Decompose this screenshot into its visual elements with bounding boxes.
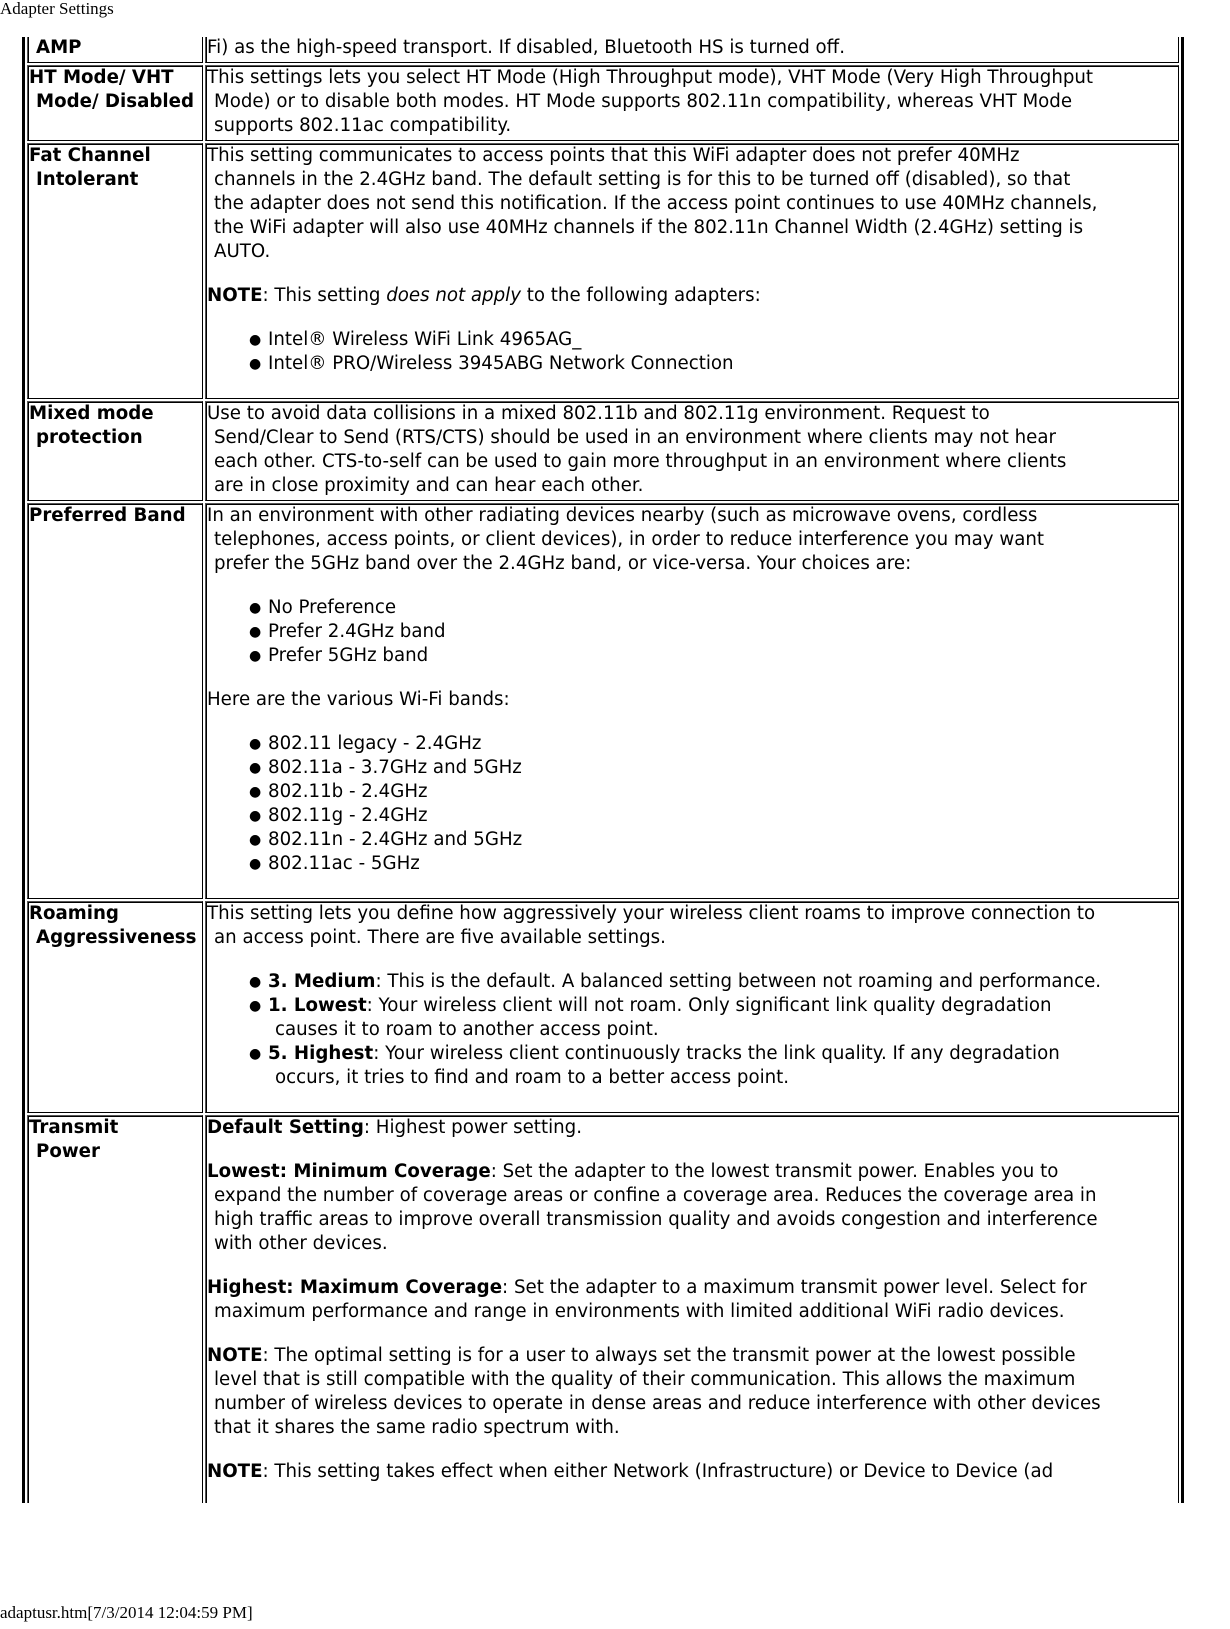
bullet-icon: ●: [249, 736, 262, 752]
description-text: : Set the adapter to the lowest transmit power. Enables you to: [490, 1161, 1059, 1182]
list-item: [249, 596, 1177, 620]
bullet-icon: ●: [249, 808, 262, 824]
list-item-text: 802.11b - 2.4GHz: [268, 781, 428, 802]
setting-name-line: Roaming: [29, 903, 119, 924]
list-item: [249, 352, 1177, 376]
setting-name-cell: [27, 901, 203, 1113]
option-text: : Your wireless client continuously tracks the link quality. If any degradation: [373, 1043, 1060, 1064]
note-label: NOTE: [207, 1345, 263, 1366]
description-line: [207, 1344, 1177, 1368]
description-line: an access point. There are five available settings.: [214, 927, 666, 948]
note-label: NOTE: [207, 1461, 263, 1482]
option-name: 1. Lowest: [268, 995, 367, 1016]
table-row-amp: [27, 37, 1179, 63]
note-emphasis: does not apply: [386, 285, 521, 306]
description-line: maximum performance and range in environments with limited additional WiFi radio devices.: [214, 1301, 1065, 1322]
setting-name-line: Mixed mode: [29, 403, 154, 424]
description-line: prefer the 5GHz band over the 2.4GHz band, or vice-versa. Your choices are:: [214, 553, 912, 574]
setting-name-line: Aggressiveness: [36, 927, 197, 948]
note-text: : This setting: [262, 285, 387, 306]
highest-coverage-label: Highest: Maximum Coverage: [207, 1277, 503, 1298]
default-setting-label: Default Setting: [207, 1117, 364, 1138]
list-item-text: No Preference: [268, 597, 397, 618]
list-item-text: Intel® Wireless WiFi Link 4965AG_: [268, 329, 582, 350]
page-footer: adaptusr.htm[7/3/2014 12:04:59 PM]: [0, 1603, 253, 1622]
list-item-text: Prefer 5GHz band: [268, 645, 429, 666]
setting-name-cell: [27, 65, 203, 141]
description-line: AUTO.: [214, 241, 271, 262]
note-text: to the following adapters:: [520, 285, 761, 306]
description-paragraph: [207, 504, 1177, 576]
list-item: [249, 1042, 1177, 1090]
description-line: This setting lets you define how aggressively your wireless client roams to improve connection to: [207, 903, 1096, 924]
setting-name: AMP: [36, 37, 82, 58]
note-text: : This setting takes effect when either Network (Infrastructure) or Device to Device (ad: [262, 1461, 1054, 1482]
description-line: Mode) or to disable both modes. HT Mode supports 802.11n compatibility, whereas VHT Mode: [214, 91, 1073, 112]
default-setting-text: : Highest power setting.: [363, 1117, 582, 1138]
bands-intro: Here are the various Wi-Fi bands:: [207, 689, 510, 710]
description-line: telephones, access points, or client devices), in order to reduce interference you may want: [214, 529, 1045, 550]
setting-name-cell: [27, 503, 203, 899]
bullet-icon: ●: [249, 648, 262, 664]
setting-name-line: Fat Channel: [29, 145, 151, 166]
setting-name-cell: [27, 1115, 203, 1503]
setting-description-cell: [205, 901, 1179, 1113]
note-text: : The optimal setting is for a user to always set the transmit power at the lowest possible: [262, 1345, 1076, 1366]
description-line: that it shares the same radio spectrum with.: [214, 1417, 620, 1438]
description-line: Send/Clear to Send (RTS/CTS) should be used in an environment where clients may not hear: [214, 427, 1056, 448]
bullet-icon: ●: [249, 600, 262, 616]
wifi-band-list: [207, 732, 1177, 876]
description-line: each other. CTS-to-self can be used to gain more throughput in an environment where clients: [214, 451, 1067, 472]
list-item-text: 802.11ac - 5GHz: [268, 853, 420, 874]
list-item: [249, 732, 1177, 756]
note-label: NOTE: [207, 285, 263, 306]
note-paragraph: [207, 1344, 1177, 1440]
description-line: [207, 1276, 1177, 1300]
default-setting-paragraph: [207, 1116, 1177, 1140]
list-item-text: 802.11a - 3.7GHz and 5GHz: [268, 757, 522, 778]
settings-table-container: [22, 37, 1184, 1503]
table-row-preferred-band: [27, 503, 1179, 899]
description-line: high traffic areas to improve overall transmission quality and avoids congestion and interference: [214, 1209, 1098, 1230]
description-line: the adapter does not send this notification. If the access point continues to use 40MHz channels,: [214, 193, 1098, 214]
table-row-ht-mode: [27, 65, 1179, 141]
list-item: [249, 852, 1177, 876]
list-item: [249, 994, 1177, 1042]
table-row-transmit-power: [27, 1115, 1179, 1503]
setting-description-cell: [205, 143, 1179, 399]
bullet-icon: ●: [249, 1046, 262, 1062]
bullet-icon: ●: [249, 760, 262, 776]
list-item: [249, 804, 1177, 828]
description-line: [207, 1160, 1177, 1184]
option-text: : Your wireless client will not roam. Only significant link quality degradation: [366, 995, 1052, 1016]
table-row-roaming-aggressiveness: [27, 901, 1179, 1113]
table-row-fat-channel-intolerant: [27, 143, 1179, 399]
bullet-icon: ●: [249, 998, 262, 1014]
description-text: Fi) as the high-speed transport. If disabled, Bluetooth HS is turned off.: [207, 37, 845, 58]
adapter-exception-list: [207, 328, 1177, 376]
description-line: channels in the 2.4GHz band. The default setting is for this to be turned off (disabled), so that: [214, 169, 1071, 190]
list-item-text: Prefer 2.4GHz band: [268, 621, 446, 642]
description-line: In an environment with other radiating devices nearby (such as microwave ovens, cordless: [207, 505, 1038, 526]
description-line: expand the number of coverage areas or confine a coverage area. Reduces the coverage area in: [214, 1185, 1097, 1206]
description-line: the WiFi adapter will also use 40MHz channels if the 802.11n Channel Width (2.4GHz) setting is: [214, 217, 1084, 238]
lowest-coverage-label: Lowest: Minimum Coverage: [207, 1161, 491, 1182]
list-item: [249, 828, 1177, 852]
list-item-text: 802.11n - 2.4GHz and 5GHz: [268, 829, 523, 850]
list-item: [249, 620, 1177, 644]
description-line: number of wireless devices to operate in dense areas and reduce interference with other devices: [214, 1393, 1101, 1414]
setting-description-cell: [205, 503, 1179, 899]
adapter-settings-table: [22, 37, 1184, 1503]
setting-name-line: Preferred Band: [29, 505, 186, 526]
list-item-text: Intel® PRO/Wireless 3945ABG Network Connection: [268, 353, 734, 374]
list-item: [249, 328, 1177, 352]
setting-description-cell: [205, 37, 1179, 63]
list-item: [249, 780, 1177, 804]
description-line: This setting communicates to access points that this WiFi adapter does not prefer 40MHz: [207, 145, 1020, 166]
description-line: supports 802.11ac compatibility.: [214, 115, 512, 136]
list-item-text: 802.11 legacy - 2.4GHz: [268, 733, 482, 754]
list-item-text: 802.11g - 2.4GHz: [268, 805, 428, 826]
setting-name-cell: [27, 401, 203, 501]
description-line: with other devices.: [214, 1233, 388, 1254]
list-item: [249, 970, 1177, 994]
setting-name-line: protection: [36, 427, 143, 448]
bullet-icon: ●: [249, 356, 262, 372]
setting-description-cell: [205, 1115, 1179, 1503]
setting-description-cell: [205, 65, 1179, 141]
setting-name-line: Transmit: [29, 1117, 119, 1138]
setting-description-cell: [205, 401, 1179, 501]
setting-name-line: HT Mode/ VHT: [29, 67, 174, 88]
setting-name-line: Mode/ Disabled: [36, 91, 194, 112]
bullet-icon: ●: [249, 624, 262, 640]
description-text: : Set the adapter to a maximum transmit power level. Select for: [502, 1277, 1087, 1298]
bullet-icon: ●: [249, 784, 262, 800]
description-line: This settings lets you select HT Mode (High Throughput mode), VHT Mode (Very High Throughput: [207, 67, 1094, 88]
page-header: Adapter Settings: [0, 0, 114, 18]
description-line: Use to avoid data collisions in a mixed 802.11b and 802.11g environment. Request to: [207, 403, 990, 424]
lowest-coverage-paragraph: [207, 1160, 1177, 1256]
option-name: 5. Highest: [268, 1043, 374, 1064]
setting-name-line: Intolerant: [36, 169, 139, 190]
note-paragraph: [207, 284, 1177, 308]
setting-name-cell: [27, 37, 203, 63]
bullet-icon: ●: [249, 832, 262, 848]
note-paragraph: [207, 1460, 1177, 1484]
bullet-icon: ●: [249, 974, 262, 990]
option-text-continued: causes it to roam to another access point.: [275, 1019, 659, 1040]
option-text-continued: occurs, it tries to find and roam to a better access point.: [275, 1067, 790, 1088]
option-text: : This is the default. A balanced setting between not roaming and performance.: [375, 971, 1102, 992]
table-row-mixed-mode-protection: [27, 401, 1179, 501]
bullet-icon: ●: [249, 332, 262, 348]
description-paragraph: [207, 144, 1177, 264]
description-line: level that is still compatible with the quality of their communication. This allows the maximum: [214, 1369, 1076, 1390]
bullet-icon: ●: [249, 856, 262, 872]
band-choice-list: [207, 596, 1177, 668]
setting-name-cell: [27, 143, 203, 399]
highest-coverage-paragraph: [207, 1276, 1177, 1324]
list-item: [249, 644, 1177, 668]
description-paragraph: [207, 902, 1177, 950]
setting-name-line: Power: [36, 1141, 100, 1162]
list-item: [249, 756, 1177, 780]
description-line: are in close proximity and can hear each other.: [214, 475, 644, 496]
roaming-option-list: [207, 970, 1177, 1090]
option-name: 3. Medium: [268, 971, 376, 992]
